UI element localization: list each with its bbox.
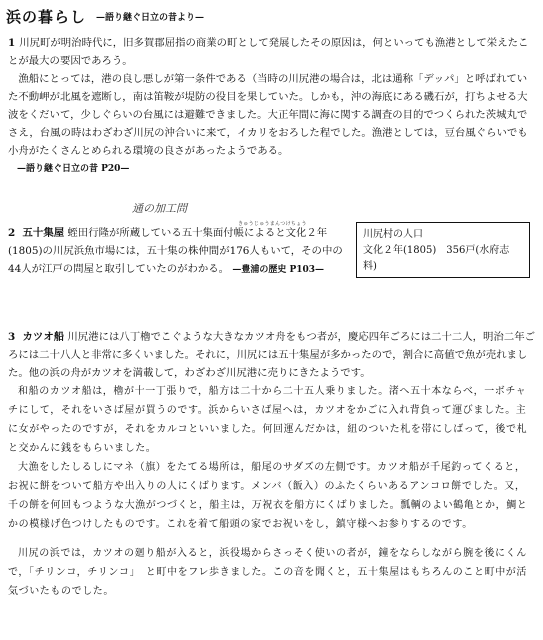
ruby-annotation: きゅうじゅうまんつけちょう bbox=[238, 221, 307, 227]
section-1-text-1: 川尻町が明治時代に，旧多賀郡屈指の商業の町として発展したその原因は，何といっても漁港として栄えたことが最大の要因であろう。 bbox=[8, 37, 529, 67]
section-2-text-b: 五十集面付帳によると文化２年(1805)の川尻浜魚市場には，五十集の株仲間が176人もいて，その中の44人が江戸の問屋と取引していたのがわかる。 bbox=[8, 227, 343, 275]
section-2-paragraph bbox=[8, 224, 347, 279]
handwritten-annotation: 通の加工問 bbox=[132, 202, 187, 215]
section-1-paragraph-2: 漁船にとっては，港の良し悪しが第一条件である（当時の川尻港の場合は，北は通称「デッパ」と呼ばれていた不動岬が北風を遮断し，南は笛鞍が堤防の役目を果していた。しかも，沖の海底にある磯石が，打ちよせる大波をくだいて，少しぐらいの台風には避難できました。大正年間に海に関する調査の目的でつくられた茨城丸でさえ，台風の時はわざわざ川尻の沖合いに来て，イカリをおろした程でした。漁港としては，豆台風ぐらいでも小舟がたくさんとめられる環境の良さがあったようである。 bbox=[8, 73, 528, 157]
population-box-body: 文化２年(1805) 356戸(水府志料) bbox=[363, 245, 510, 272]
section-3-text-1: 川尻港には八丁櫓でこぐような大きなカツオ舟をもつ者が，慶応四年ごろには二十二人，明治二年ごろには二十八人と非常に多くいました。それに，川尻には五十集屋が多かったので，割合に高値で魚が売れました。他の浜の舟がカツオを満載して，わざわざ川尻港に売りにきたようです。 bbox=[8, 331, 535, 379]
population-box bbox=[356, 222, 530, 278]
page-title: 浜の暮らし bbox=[6, 8, 87, 26]
section-3-paragraph-2: 和船のカツオ船は，櫓が十一丁張りで，船方は二十から二十五人乗りました。渚へ五十本ならべ，一ボチャチにして，それをいさば屋が買うのです。浜からいさば屋へは，カツオをかごに入れ背負って運びました。主に女がやったのですが，それをカルコといいました。何回運んだかは，紐のついた札を帯にしばって，後で札と交かんに銭をもらいました。 bbox=[8, 386, 528, 454]
section-3-number: 3 bbox=[8, 331, 16, 343]
page-subtitle: —語り継ぐ日立の昔より— bbox=[96, 13, 205, 23]
section-2-heading: 五十集屋 bbox=[22, 227, 65, 239]
section-2 bbox=[8, 224, 347, 279]
population-box-title: 川尻村の人口 bbox=[363, 229, 423, 240]
section-2-number: 2 bbox=[8, 227, 16, 239]
section-2-text-a: 蛭田行隆が所蔵している bbox=[67, 227, 182, 239]
section-1-source: —語り継ぐ日立の昔 P20— bbox=[17, 164, 130, 174]
section-3-paragraph-3: 大漁をしたしるしにマネ（旗）をたてる場所は，船尾のサダズの左側です。カツオ船が千尾釣ってくると，お祝に餅をついて船方や出入りの人にくばります。メンバ（飯入）のふたくらいあるアンコロ餅でした。又，千の餅を何回もつような大漁がつづくと，船主は，万祝衣を船方にくばりました。瓢輌のよい鶴亀とか，鯛とかの模様げ色つけしたものです。これを着て船頭の家でお祝いをし，鎮守様へお参りするのです。 bbox=[8, 462, 528, 530]
section-3-paragraph-1 bbox=[8, 328, 535, 382]
section-1-number: 1 bbox=[8, 37, 16, 49]
section-2-source: —豊浦の歴史 P103— bbox=[232, 265, 325, 275]
section-1 bbox=[8, 34, 535, 178]
section-1-paragraph-1 bbox=[8, 34, 535, 70]
section-3-heading: カツオ船 bbox=[22, 331, 65, 343]
section-3-paragraph-4: 川尻の浜では，カツオの廻り船が入ると，浜役場からさっそく使いの者が，鐘をならしながら腕を後にくんで，「チリンコ，チリンコ」 と町中をフレ歩きました。この音を聞くと，五十集屋はもちろんのこと町中が活気づいたものでした。 bbox=[8, 548, 527, 597]
section-3 bbox=[8, 328, 535, 601]
